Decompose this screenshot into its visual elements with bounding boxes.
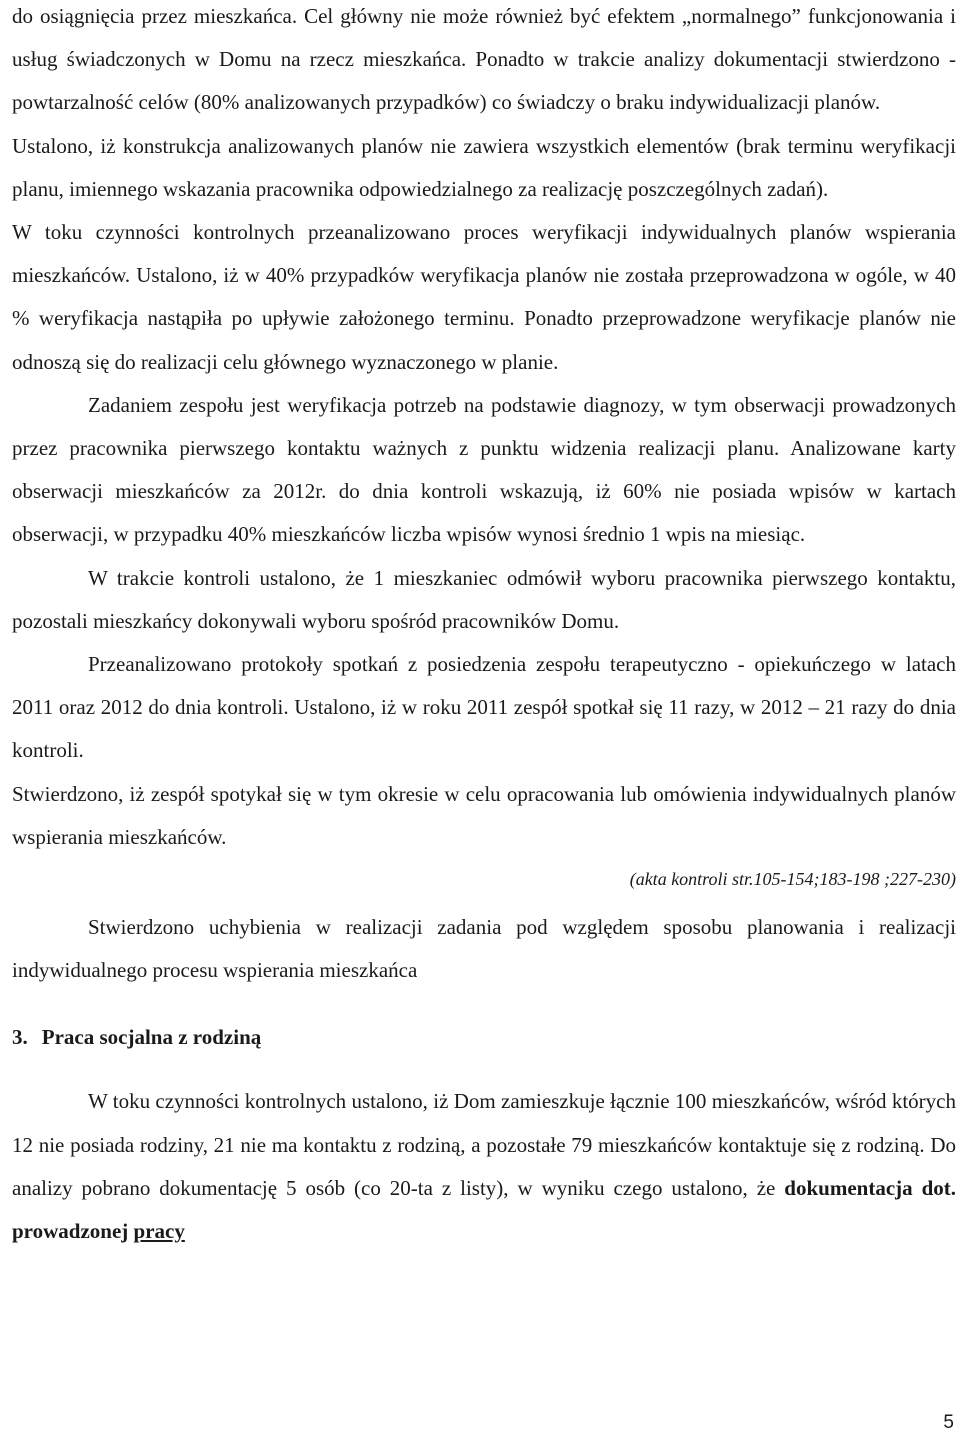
section-title: Praca socjalna z rodziną bbox=[41, 1025, 262, 1050]
family-work-bold-underline: pracy bbox=[133, 1219, 185, 1244]
paragraph-findings: Stwierdzono uchybienia w realizacji zadania pod względem sposobu planowania i realizacji indywidualnego procesu wspierania mieszkańca bbox=[12, 915, 956, 983]
section-number: 3. bbox=[12, 1025, 28, 1050]
paragraph-team-purpose: Stwierdzono, iż zespół spotykał się w tym okresie w celu opracowania lub omówienia indywidualnych planów wspierania mieszkańców. bbox=[12, 781, 956, 849]
section-heading bbox=[12, 1022, 956, 1052]
paragraph-team-meetings: Przeanalizowano protokoły spotkań z posiedzenia zespołu terapeutyczno - opiekuńczego w latach 2011 oraz 2012 do dnia kontroli. Ustalono, iż w roku 2011 zespół spotkał się 11 razy, w 2012 – 21 razy do dnia kontroli. bbox=[12, 652, 956, 763]
family-work-bold: dokumentacja dot. prowadzonej bbox=[12, 1175, 956, 1244]
family-work-text: W toku czynności kontrolnych ustalono, iż Dom zamieszkuje łącznie 100 mieszkańców, wśród których 12 nie posiada rodziny, 21 nie ma kontaktu z rodziną, a pozostałe 79 mieszkańców kontaktuje się z rodziną. Do analizy pobrano dokumentację 5 osób (co 20-ta z listy), w wyniku czego ustalono, że bbox=[12, 1089, 956, 1200]
paragraph-plan-construction: Ustalono, iż konstrukcja analizowanych planów nie zawiera wszystkich elementów (brak terminu weryfikacji planu, imiennego wskazania pracownika odpowiedzialnego za realizację poszczególnych zadań). bbox=[12, 133, 956, 201]
reference-note: (akta kontroli str.105-154;183-198 ;227-230) bbox=[629, 869, 956, 890]
paragraph-first-contact: W trakcie kontroli ustalono, że 1 mieszkaniec odmówił wyboru pracownika pierwszego kontaktu, pozostali mieszkańcy dokonywali wyboru spośród pracowników Domu. bbox=[12, 565, 956, 633]
page-number: 5 bbox=[943, 1412, 954, 1433]
paragraph-family-work bbox=[12, 1080, 956, 1253]
document-page bbox=[12, 0, 956, 1253]
paragraph-plan-goals: do osiągnięcia przez mieszkańca. Cel główny nie może również być efektem „normalnego” funkcjonowania i usług świadczonych w Domu na rzecz mieszkańca. Ponadto w trakcie analizy dokumentacji stwierdzono - powtarzalność celów (80% analizowanych przypadków) co świadczy o braku indywidualizacji planów. bbox=[12, 4, 956, 115]
paragraph-plan-verification: W toku czynności kontrolnych przeanalizowano proces weryfikacji indywidualnych planów wspierania mieszkańców. Ustalono, iż w 40% przypadków weryfikacja planów nie została przeprowadzona w ogóle, w 40 % weryfikacja nastąpiła po upływie założonego terminu. Ponadto przeprowadzone weryfikacje planów nie odnoszą się do realizacji celu głównego wyznaczonego w planie. bbox=[12, 220, 956, 374]
paragraph-team-tasks: Zadaniem zespołu jest weryfikacja potrzeb na podstawie diagnozy, w tym obserwacji prowadzonych przez pracownika pierwszego kontaktu ważnych z punktu widzenia realizacji planu. Analizowane karty obserwacji mieszkańców za 2012r. do dnia kontroli wskazują, iż 60% nie posiada wpisów w kartach obserwacji, w przypadku 40% mieszkańców liczba wpisów wynosi średnio 1 wpis na miesiąc. bbox=[12, 392, 956, 547]
